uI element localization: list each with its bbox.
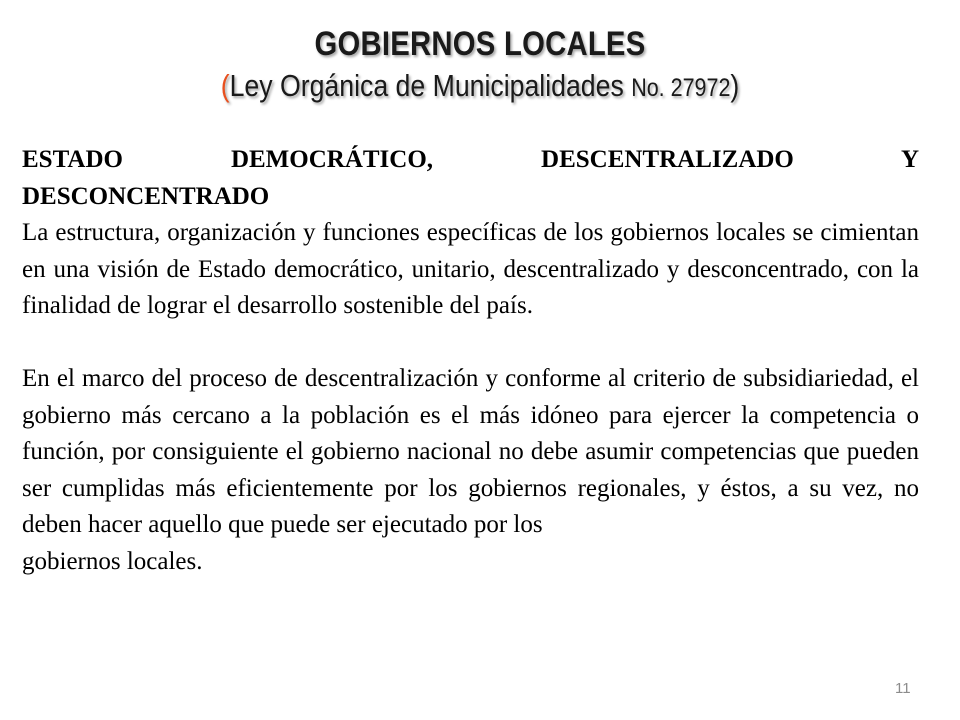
paragraph-2-end: gobiernos locales. [22,547,203,575]
subtitle-open-paren: ( [220,68,230,103]
section-heading-line2: DESCONCENTRADO [22,182,270,210]
section-heading [22,142,919,215]
paragraph-1: La estructura, organización y funciones específicas de los gobiernos locales se cimientan en una visión de Estado democrático, unitario, descentralizado y desconcentrado, con la finalidad de lograr el desarrollo sostenible del país. [22,219,919,319]
slide-title: GOBIERNOS LOCALES [314,25,646,63]
page-number: 11 [895,680,911,697]
paragraph-spacer [22,325,919,362]
subtitle-law-number: No. 27972 [631,74,731,102]
slide-subtitle [67,66,893,108]
title-block [0,22,960,108]
paragraph-2: En el marco del proceso de descentralización y conforme al criterio de subsidiariedad, el gobierno más cercano a la población es el más idóneo para ejercer la competencia o función, por consiguiente el gobierno nacional no debe asumir competencias que pueden ser cumplidas más eficientemente por los gobiernos regionales, y éstos, a su vez, no deben hacer aquello que puede ser ejecutado por los [22,365,919,538]
section-heading-line1: ESTADO DEMOCRÁTICO, DESCENTRALIZADO Y [22,146,919,173]
subtitle-text: Ley Orgánica de Municipalidades [229,68,632,103]
subtitle-close-paren: ) [730,68,740,103]
slide-body [22,142,919,580]
